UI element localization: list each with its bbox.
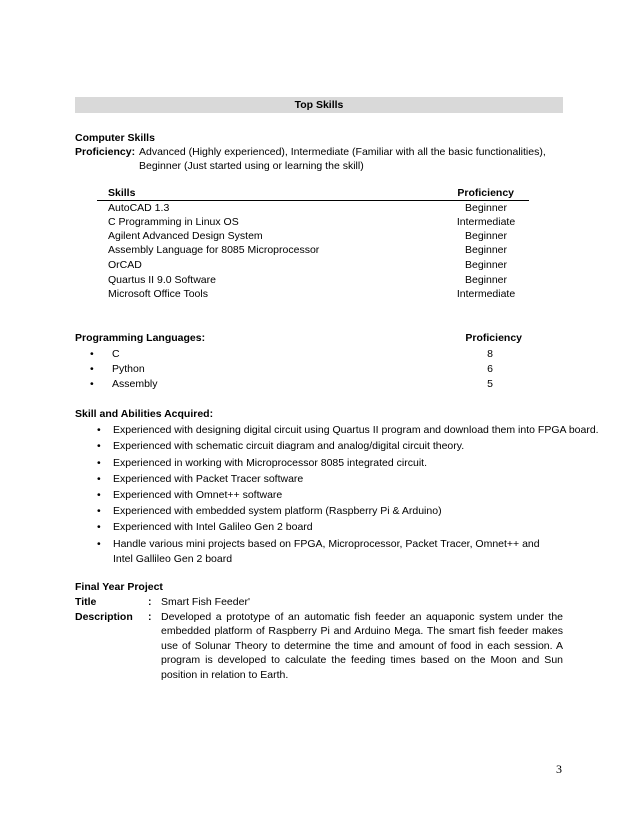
- bullet-icon: •: [97, 521, 101, 533]
- project-title-value: Smart Fish Feeder': [161, 596, 250, 608]
- project-description-text: Developed a prototype of an automatic fish feeder an aquaponic system under the embedded platform of Raspberry Pi and Arduino Mega. The smart fish feeder makes use of Solunar Theory to determine the time and amount of food in each session. A program is developed to calculate the feeding times based on the Moon and Sun position in relation to Earth.: [161, 611, 563, 681]
- ability-item: Experienced with schematic circuit diagram and analog/digital circuit theory.: [113, 440, 465, 452]
- ability-item: Experienced in working with Microprocessor 8085 integrated circuit.: [113, 457, 427, 469]
- skill-name: Quartus II 9.0 Software: [108, 274, 216, 286]
- project-description-colon: :: [148, 611, 152, 623]
- skill-level: Beginner: [464, 244, 508, 256]
- ability-item: Handle various mini projects based on FPGA, Microprocessor, Packet Tracer, Omnet++ and: [113, 538, 540, 550]
- skill-level: Beginner: [464, 259, 508, 271]
- bullet-icon: •: [97, 505, 101, 517]
- skills-column-header: Skills: [108, 187, 136, 199]
- language-name: Python: [112, 363, 145, 375]
- project-title-label: Title: [75, 596, 97, 608]
- ability-item: Experienced with designing digital circuit using Quartus II program and download them into FPGA board.: [113, 424, 599, 436]
- skill-name: Agilent Advanced Design System: [108, 230, 263, 242]
- language-score: 8: [487, 348, 493, 360]
- skill-name: Microsoft Office Tools: [108, 288, 208, 300]
- programming-proficiency-header: Proficiency: [465, 332, 522, 344]
- page-number: 3: [556, 762, 562, 776]
- skill-level: Beginner: [464, 230, 508, 242]
- skill-level: Intermediate: [456, 288, 516, 300]
- language-score: 6: [487, 363, 493, 375]
- language-name: Assembly: [112, 378, 158, 390]
- ability-item-continuation: Intel Gallileo Gen 2 board: [113, 553, 233, 565]
- section-header-bar: [75, 97, 563, 113]
- bullet-icon: •: [90, 363, 94, 375]
- bullet-icon: •: [97, 538, 101, 550]
- ability-item: Experienced with Packet Tracer software: [113, 473, 304, 485]
- project-description-label: Description: [75, 611, 133, 623]
- programming-languages-heading: Programming Languages:: [75, 332, 206, 344]
- project-heading: Final Year Project: [75, 581, 163, 593]
- bullet-icon: •: [97, 457, 101, 469]
- language-name: C: [112, 348, 120, 360]
- ability-item: Experienced with Intel Galileo Gen 2 board: [113, 521, 313, 533]
- proficiency-column-header: Proficiency: [457, 187, 514, 199]
- bullet-icon: •: [97, 489, 101, 501]
- proficiency-legend-line1: Advanced (Highly experienced), Intermediate (Familiar with all the basic functionalities),: [139, 146, 546, 158]
- skill-level: Beginner: [464, 202, 508, 214]
- skill-name: C Programming in Linux OS: [108, 216, 239, 228]
- ability-item: Experienced with Omnet++ software: [113, 489, 283, 501]
- language-score: 5: [487, 378, 493, 390]
- skill-name: AutoCAD 1.3: [108, 202, 170, 214]
- skill-level: Intermediate: [456, 216, 516, 228]
- bullet-icon: •: [97, 440, 101, 452]
- project-title-colon: :: [148, 596, 152, 608]
- section-title: Top Skills: [294, 99, 344, 111]
- abilities-heading: Skill and Abilities Acquired:: [75, 408, 214, 420]
- bullet-icon: •: [90, 348, 94, 360]
- computer-skills-heading: Computer Skills: [75, 132, 155, 144]
- proficiency-legend-line2: Beginner (Just started using or learning the skill): [139, 160, 364, 172]
- proficiency-label: Proficiency:: [75, 146, 136, 158]
- skill-name: OrCAD: [108, 259, 142, 271]
- skill-level: Beginner: [464, 274, 508, 286]
- bullet-icon: •: [90, 378, 94, 390]
- skill-name: Assembly Language for 8085 Microprocessor: [108, 244, 320, 256]
- project-description-value: [161, 610, 563, 682]
- bullet-icon: •: [97, 424, 101, 436]
- ability-item: Experienced with embedded system platform (Raspberry Pi & Arduino): [113, 505, 442, 517]
- bullet-icon: •: [97, 473, 101, 485]
